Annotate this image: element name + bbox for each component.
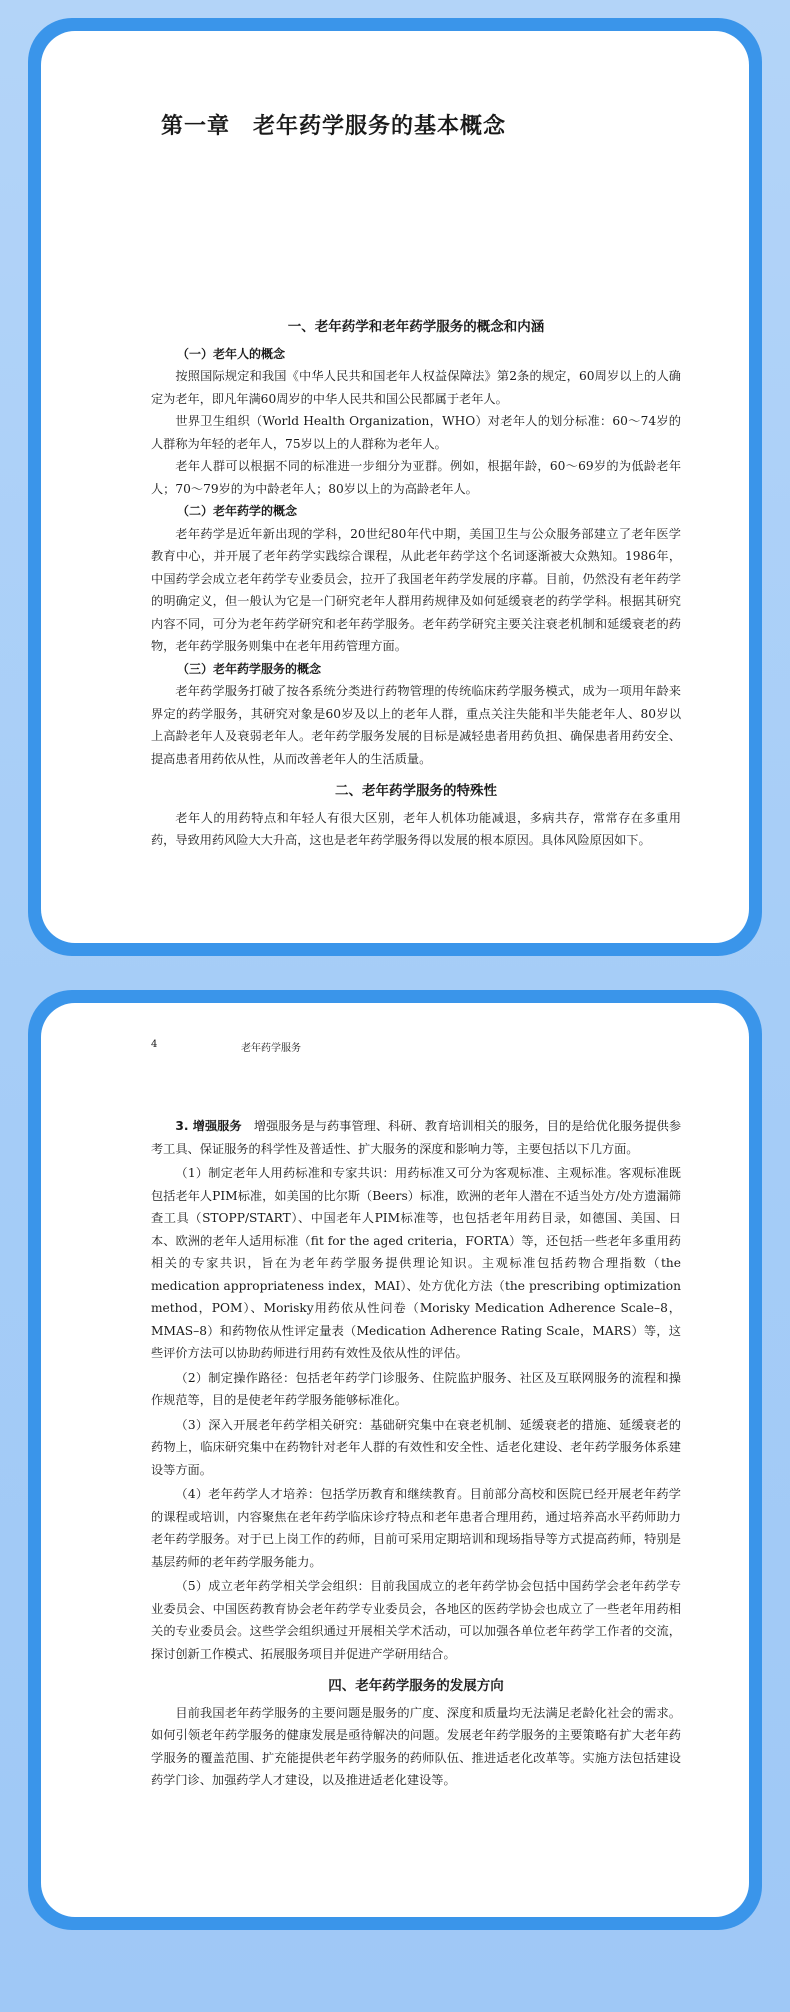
section-heading-2: 二、老年药学服务的特殊性 (335, 783, 497, 799)
paragraph (151, 1115, 681, 1160)
paragraph: 目前我国老年药学服务的主要问题是服务的广度、深度和质量均无法满足老龄化社会的需求。如何引领老年药学服务的健康发展是亟待解决的问题。发展老年药学服务的主要策略有扩大老年药学服务的覆盖范围、扩充能提供老年药学服务的药师队伍、推进适老化改革等。实施方法包括建设药学门诊、加强药学人才建设，以及推进适老化建设等。 (151, 1705, 681, 1787)
paragraph: （5）成立老年药学相关学会组织：目前我国成立的老年药学协会包括中国药学会老年药学专业委员会、中国医药教育协会老年药学专业委员会，各地区的医药学协会也成立了一些老年用药相关的专业委员会。这些学会组织通过开展相关学术活动，可以加强各单位老年药学工作者的交流，探讨创新工作模式、拓展服务项目并促进产学研用结合。 (151, 1579, 681, 1661)
paragraph-text: 增强服务是与药事管理、科研、教育培训相关的服务，目的是给优化服务提供参考工具、保证服务的科学性及普适性、扩大服务的深度和影响力等，主要包括以下几方面。 (151, 1119, 682, 1156)
page-number: 4 (151, 1039, 158, 1050)
paragraph: （1）制定老年人用药标准和专家共识：用药标准又可分为客观标准、主观标准。客观标准既包括老年人PIM标准，如美国的比尔斯（Beers）标准，欧洲的老年人潜在不适当处方/处方遗漏筛查工具（STOPP/START）、中国老年人PIM标准等，也包括老年用药目录，如德国、美国、日本、欧洲的老年人适用标准（fit for the aged criteria，FORTA）等，还包括一些老年多重用药相关的专家共识，旨在为老年药学服务提供理论知识。主观标准包括药物合理指数（the medication appropriateness index，MAI）、处方优化方法（the prescribing optimization method，POM）、Morisky用药依从性问卷（Morisky Medication Adherence Scale–8，MMAS–8）和药物依从性评定量表（Medication Adherence Rating Scale，MARS）等，这些评价方法可以协助药师进行用药有效性及依从性的评估。 (151, 1166, 681, 1360)
paragraph-lead: 3. 增强服务 (175, 1119, 242, 1133)
paragraph: 按照国际规定和我国《中华人民共和国老年人权益保障法》第2条的规定，60周岁以上的人确定为老年，即凡年满60周岁的中华人民共和国公民都属于老年人。 (151, 369, 681, 406)
paragraph: （3）深入开展老年药学相关研究：基础研究集中在衰老机制、延缓衰老的措施、延缓衰老的药物上，临床研究集中在药物针对老年人群的有效性和安全性、适老化建设、老年药学服务体系建设等方面。 (151, 1417, 681, 1477)
paragraph: 老年人群可以根据不同的标准进一步细分为亚群。例如，根据年龄，60～69岁的为低龄老年人；70～79岁的为中龄老年人；80岁以上的为高龄老年人。 (151, 459, 681, 496)
running-head: 老年药学服务 (241, 1043, 301, 1054)
paragraph: 世界卫生组织（World Health Organization，WHO）对老年人的划分标准：60～74岁的人群称为年轻的老年人，75岁以上的人群称为老年人。 (151, 414, 681, 451)
subheading-pharmacy-service: （三）老年药学服务的概念 (177, 661, 322, 676)
page-sheet-1 (41, 31, 749, 943)
page-card-1 (28, 18, 762, 956)
paragraph: 老年药学服务打破了按各系统分类进行药物管理的传统临床药学服务模式，成为一项用年龄来界定的药学服务，其研究对象是60岁及以上的老年人群，重点关注失能和半失能老年人、80岁以上高龄老年人及衰弱老年人。老年药学服务发展的目标是减轻患者用药负担、确保患者用药安全、提高患者用药依从性，从而改善老年人的生活质量。 (151, 684, 681, 766)
page-2-body (151, 1115, 681, 1794)
section-heading-1: 一、老年药学和老年药学服务的概念和内涵 (287, 319, 545, 335)
paragraph: 老年药学是近年新出现的学科，20世纪80年代中期，美国卫生与公众服务部建立了老年医学教育中心，并开展了老年药学实践综合课程，从此老年药学这个名词逐渐被大众熟知。1986年，中国药学会成立老年药学专业委员会，拉开了我国老年药学发展的序幕。目前，仍然没有老年药学的明确定义，但一般认为它是一门研究老年人群用药规律及如何延缓衰老的药学学科。根据其研究内容不同，可分为老年药学研究和老年药学服务。老年药学研究主要关注衰老机制和延缓衰老的药物，老年药学服务则集中在老年用药管理方面。 (151, 526, 681, 653)
page-1-body (151, 316, 681, 852)
page-sheet-2 (41, 1003, 749, 1917)
section-heading-4: 四、老年药学服务的发展方向 (328, 1678, 504, 1694)
subheading-geriatric-pharmacy: （二）老年药学的概念 (177, 504, 298, 518)
chapter-title: 第一章 老年药学服务的基本概念 (161, 114, 507, 139)
subheading-elderly-concept: （一）老年人的概念 (177, 346, 286, 361)
paragraph: 老年人的用药特点和年轻人有很大区别，老年人机体功能减退，多病共存，常常存在多重用药，导致用药风险大大升高，这也是老年药学服务得以发展的根本原因。具体风险原因如下。 (151, 810, 681, 847)
paragraph: （2）制定操作路径：包括老年药学门诊服务、住院监护服务、社区及互联网服务的流程和操作规范等，目的是使老年药学服务能够标准化。 (151, 1370, 681, 1407)
paragraph: （4）老年药学人才培养：包括学历教育和继续教育。目前部分高校和医院已经开展老年药学的课程或培训，内容聚焦在老年药学临床诊疗特点和老年患者合理用药，通过培养高水平药师助力老年药学服务。对于已上岗工作的药师，目前可采用定期培训和现场指导等方式提高药师，特别是基层药师的老年药学服务能力。 (151, 1487, 681, 1569)
page-card-2 (28, 990, 762, 1930)
